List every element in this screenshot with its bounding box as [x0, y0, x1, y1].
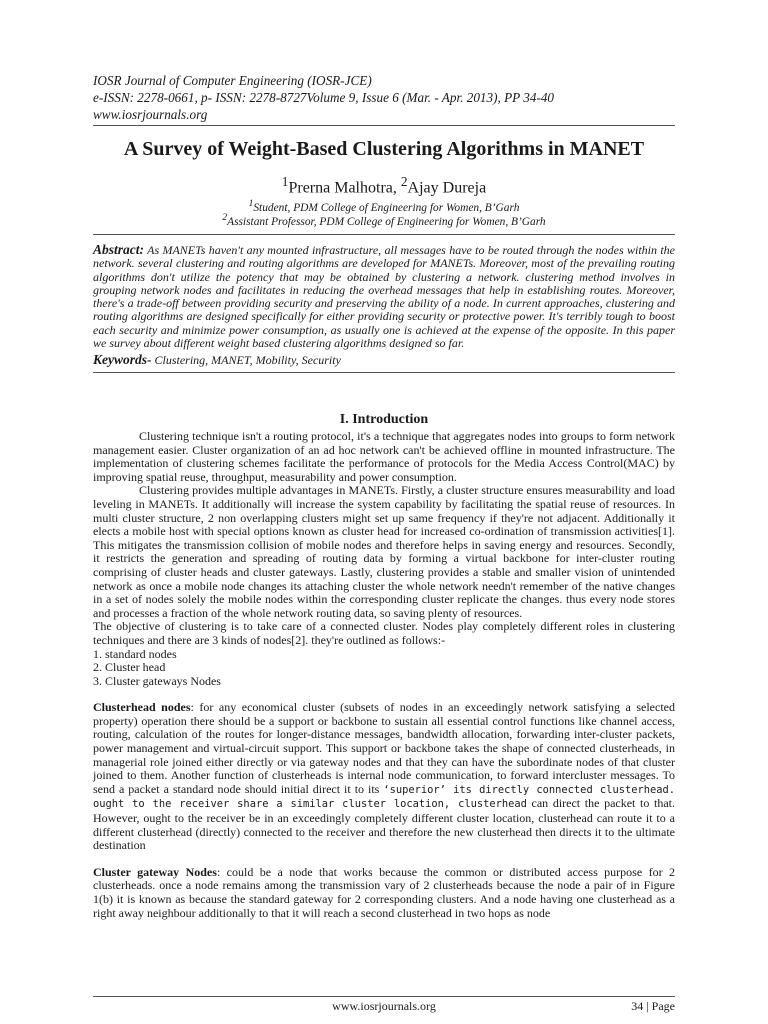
author-1-superscript: 1	[281, 174, 289, 189]
gateway-paragraph	[93, 866, 675, 920]
intro-paragraph-1: Clustering technique isn't a routing protocol, it's a technique that aggregates nodes into groups to form network management easier. Cluster organization of an ad hoc network can't be achieved offline in mounted infrastructure. The implementation of clustering schemes facilitate the performance of protocols for the Media Access Control(MAC) by improving spatial reuse, throughput, measurability and power consumption.	[93, 429, 675, 484]
node-type-list-item-1: 1. standard nodes	[93, 646, 177, 661]
affiliation-2	[93, 213, 675, 228]
affiliation-1	[93, 199, 675, 214]
journal-header	[93, 72, 554, 123]
clusterhead-text-2: can direct the packet to that. However, ought to the receiver be in an exceedingly completely different cluster location, clusterhead can route it to a different clusterhead (directly) connected to the receiver and therefore the new clusterhead then directs it to the ultimate destination	[93, 796, 675, 853]
intro-paragraph-2: Clustering provides multiple advantages in MANETs. Firstly, a cluster structure ensures measurability and load leveling in MANETs. It additionally will increase the system capability by facilitating the spatial reuse of resources. In multi cluster structure, 2 non overlapping clusters might set up same frequency if they're not adjacent. Additionally it elects a mobile host with special options known as cluster head for increased co-ordination of transmission activities[1]. This mitigates the transmission collision of mobile nodes and therefore helps in saving energy and resources. Secondly, it restricts the generation and spreading of routing data by forming a virtual backbone for inter-cluster routing comprising of cluster heads and cluster gateways. Lastly, clustering provides a stable and smaller vision of unintended network as once a mobile node changes its attaching cluster the whole network needn't remember of the native changes in a set of nodes solely the mobile nodes within the corresponding cluster replicate the changes. thus every node stores and processes a fraction of the whole network routing data, so saving plenty of resources.	[93, 483, 675, 620]
author-line	[93, 174, 675, 197]
clusterhead-text-1: : for any economical cluster (subsets of nodes in an exceedingly network satisfying a selected property) operation there should be a support or backbone to sustain all essential control functions like channel access, routing, calculation of the routes for longer-distance messages, bandwidth allocation, forwarding inter-cluster packets, power management and virtual-circuit support. This support or backbone takes the shape of connected clusterheads, in managerial role joined either directly or via gateway nodes and that they can have the subordinate nodes of that cluster joined to them. Another function of clusterheads is internal node communication, to forward intercluster messages. To send a packet a standard node should initial direct it to its	[93, 700, 675, 796]
node-type-list-item-2: 2. Cluster head	[93, 660, 166, 675]
intro-paragraph-3: The objective of clustering is to take care of a connected cluster. Nodes play completely different roles in clustering techniques and there are 3 kinds of nodes[2]. they're outlined as follows:-	[93, 619, 675, 647]
section-heading-introduction: I. Introduction	[339, 412, 429, 427]
abstract-section	[93, 234, 675, 373]
abstract-text: As MANETs haven't any mounted infrastructure, all messages have to be routed through the nodes within the network. several clustering and routing algorithms are developed for MANETs. Moreover, most of the prevailing routing algorithms don't utilize the potency that may be obtained by clustering a network. clustering method involves in grouping network nodes and facilitates in reducing the overhead messages that help in establishing routes. Moreover, there's a trade-off between providing security and preserving the ability of a node. In current approaches, clustering and routing algorithms are designed specifically for either providing security or protective power. It's terribly tough to boost each security and minimize power consumption, as usually one is achieved at the expense of the opposite. In this paper we survey about different weight based clustering algorithms designed so far.	[93, 243, 675, 351]
introduction-body	[93, 430, 675, 920]
author-2-name: Ajay Dureja	[407, 179, 487, 197]
journal-name: IOSR Journal of Computer Engineering (IOSR-JCE)	[93, 73, 372, 88]
affiliation-2-text: Assistant Professor, PDM College of Engineering for Women, B’Garh	[227, 215, 546, 228]
keywords-line	[93, 352, 675, 368]
abstract-paragraph	[93, 243, 675, 350]
node-type-list-item-3: 3. Cluster gateways Nodes	[93, 673, 221, 688]
clusterhead-paragraph	[93, 701, 675, 853]
journal-website[interactable]: www.iosrjournals.org	[93, 107, 208, 122]
page-number: 34 | Page	[631, 999, 675, 1013]
clusterhead-text-mono: ‘superior’ its directly connected clusterhead. ought to the receiver share a similar cluster location, clusterhead	[93, 783, 675, 811]
clusterhead-label: Clusterhead nodes	[93, 700, 191, 715]
affiliation-2-superscript: 2	[222, 213, 228, 223]
author-1-name: Prerna Malhotra,	[288, 179, 401, 197]
paper-title: A Survey of Weight-Based Clustering Algorithms in MANET	[123, 138, 645, 160]
abstract-label: Abstract:	[93, 242, 145, 257]
header-divider	[93, 125, 675, 126]
affiliation-1-superscript: 1	[248, 199, 254, 209]
journal-issn: e-ISSN: 2278-0661, p- ISSN: 2278-8727Volume 9, Issue 6 (Mar. - Apr. 2013), PP 34-40	[93, 90, 555, 105]
author-2-superscript: 2	[400, 174, 408, 189]
footer-divider	[93, 996, 675, 997]
gateway-text: : could be a node that works because the common or distributed access purpose for 2 clusterheads. once a node remains among the transmission vary of 2 clusterheads because the node a pair of in Figure 1(b) it is known as because the standard gateway for 2 corresponding clusters. And a node having one clusterhead as a right away neighbour additionally to that it will reach a second clusterhead in two hops as node	[93, 864, 675, 920]
gateway-label: Cluster gateway Nodes	[93, 864, 217, 879]
footer-website[interactable]: www.iosrjournals.org	[332, 999, 436, 1013]
keywords-label: Keywords-	[93, 352, 152, 368]
keywords-text: Clustering, MANET, Mobility, Security	[151, 353, 341, 368]
affiliation-1-text: Student, PDM College of Engineering for Women, B’Garh	[253, 201, 520, 214]
